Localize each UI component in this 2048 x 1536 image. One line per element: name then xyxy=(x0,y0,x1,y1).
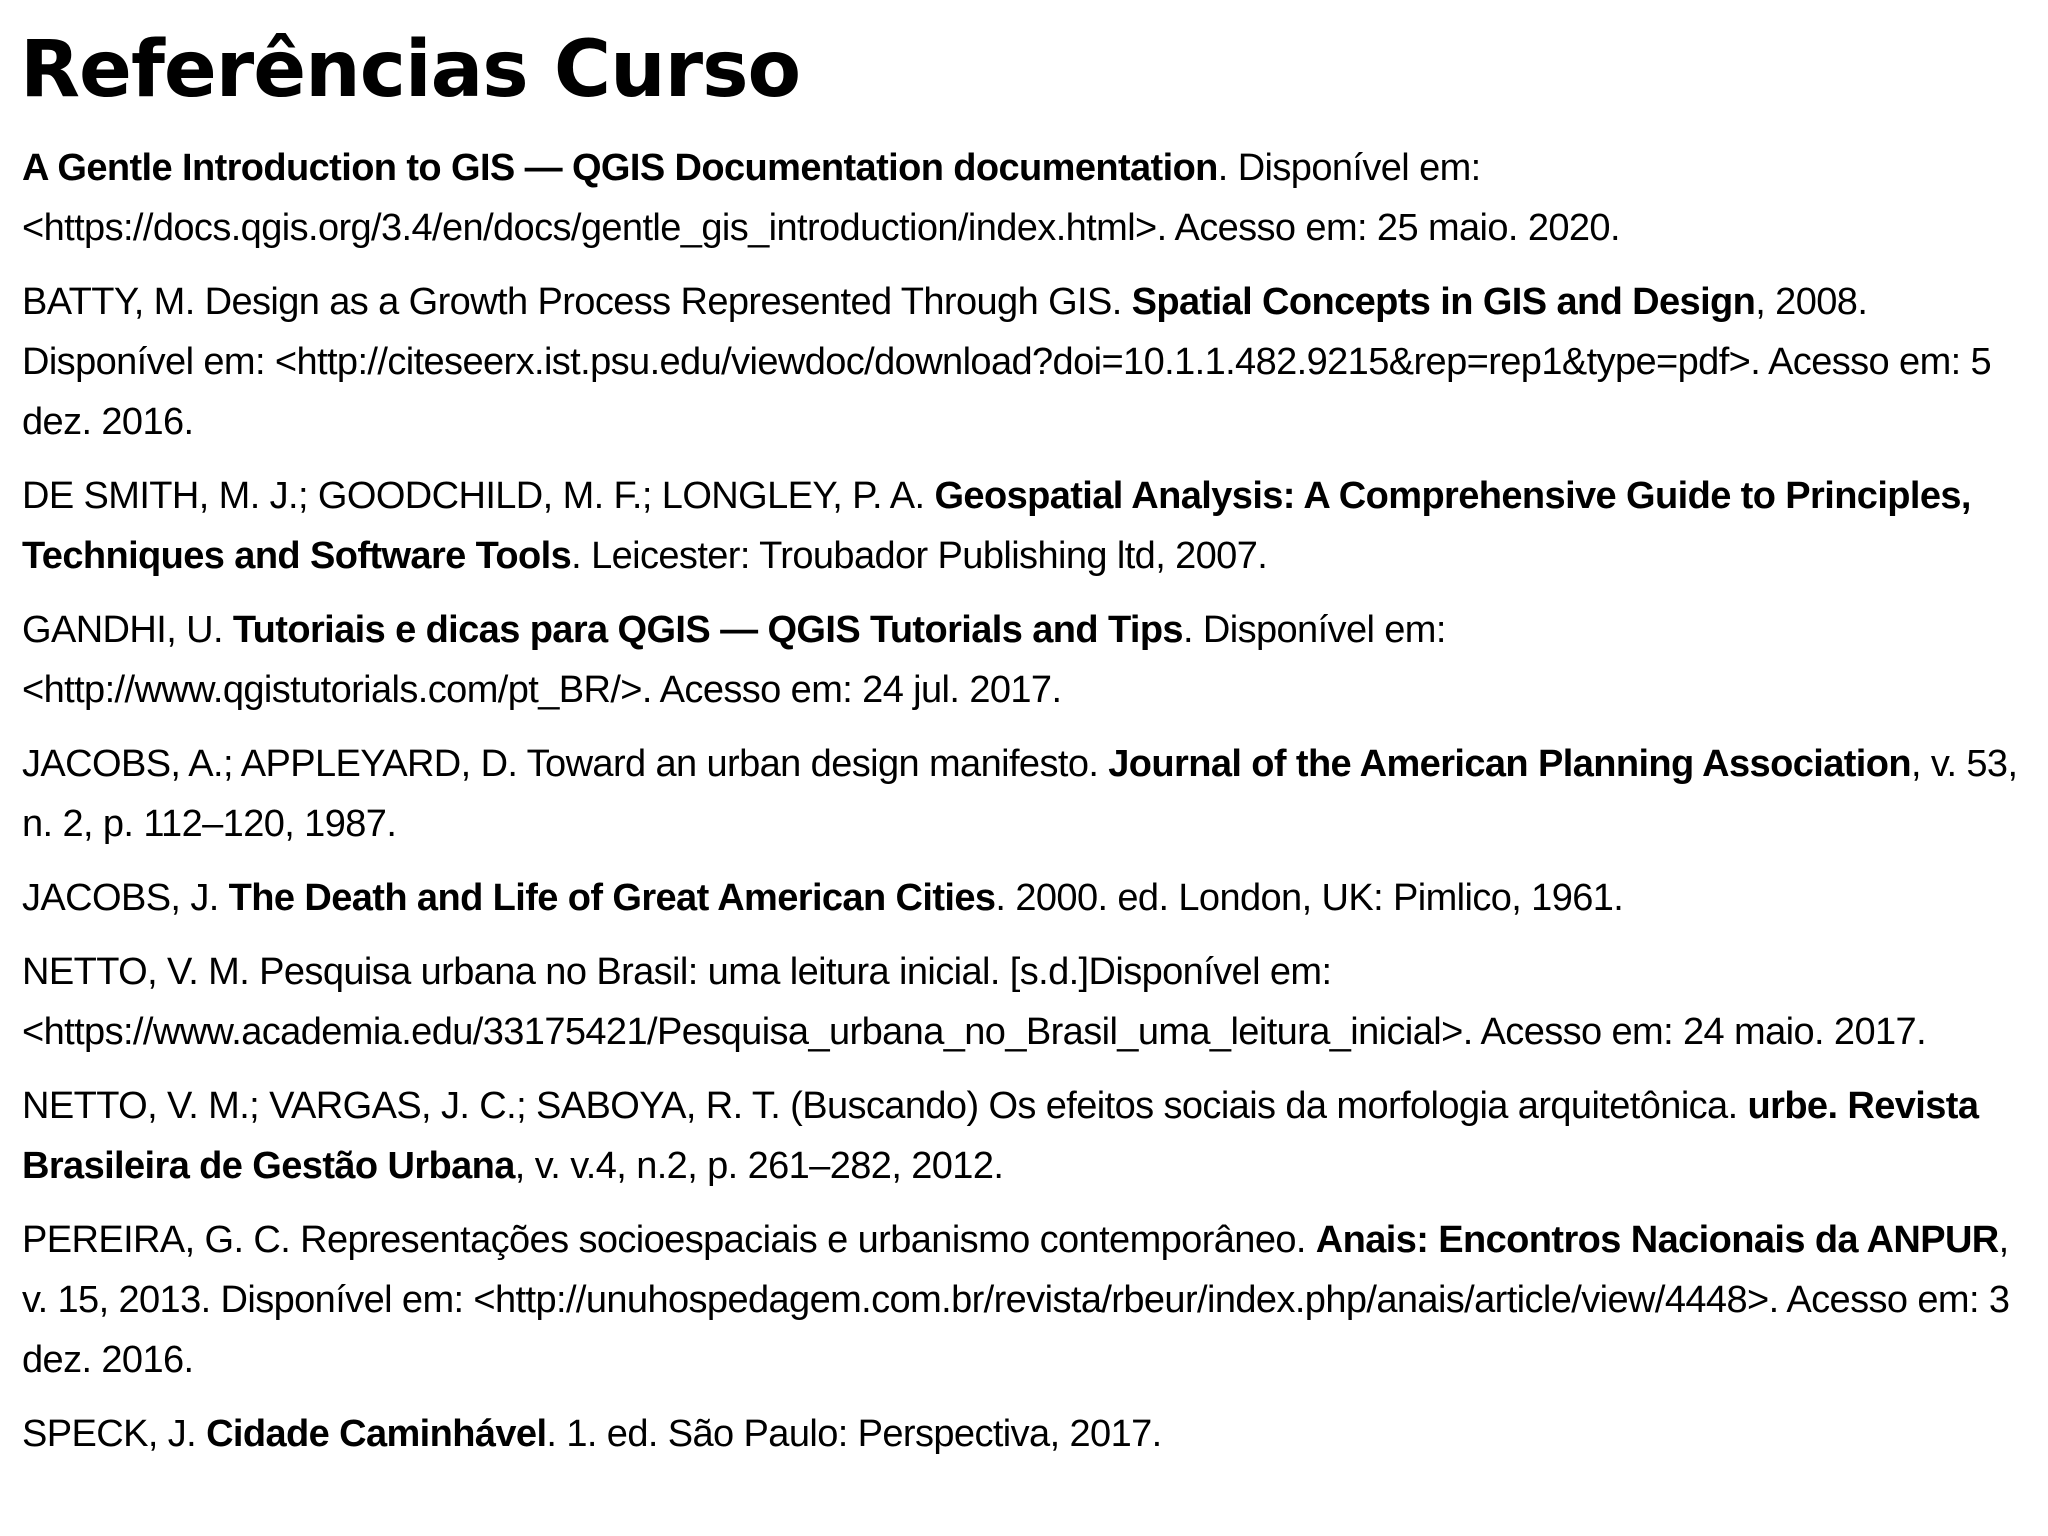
reference-item xyxy=(22,138,2032,258)
reference-item xyxy=(22,942,2032,1062)
reference-title: Tutoriais e dicas para QGIS — QGIS Tutorials and Tips xyxy=(232,609,1183,651)
reference-title: Anais: Encontros Nacionais da ANPUR xyxy=(1315,1219,1999,1261)
reference-details: , v. v.4, n.2, p. 261–282, 2012. xyxy=(514,1145,1004,1187)
reference-details: . Disponível em: <https://docs.qgis.org/3.4/en/docs/gentle_gis_introduction/index.html>. Acesso em: 25 maio. 2020. xyxy=(22,147,1620,249)
reference-title: Journal of the American Planning Association xyxy=(1108,743,1911,785)
reference-item xyxy=(22,868,2032,928)
reference-text: DE SMITH, M. J.; GOODCHILD, M. F.; LONGLEY, P. A. xyxy=(22,475,935,517)
reference-details: , v. 15, 2013. Disponível em: <http://unuhospedagem.com.br/revista/rbeur/index.php/anais/article/view/4448>. Acesso em: 3 dez. 2016. xyxy=(22,1219,2010,1381)
reference-details: , v. 53, n. 2, p. 112–120, 1987. xyxy=(22,743,2018,845)
reference-title: Geospatial Analysis: A Comprehensive Guide to Principles, Techniques and Software Tools xyxy=(22,475,1971,577)
reference-item xyxy=(22,1076,2032,1196)
reference-text: PEREIRA, G. C. Representações socioespaciais e urbanismo contemporâneo. xyxy=(22,1219,1316,1261)
reference-title: Spatial Concepts in GIS and Design xyxy=(1131,281,1756,323)
reference-text: JACOBS, A.; APPLEYARD, D. Toward an urban design manifesto. xyxy=(22,743,1109,785)
reference-item xyxy=(22,600,2032,720)
page-title: Referências Curso xyxy=(20,25,801,115)
reference-title: A Gentle Introduction to GIS — QGIS Documentation documentation xyxy=(22,147,1218,189)
reference-details: . 2000. ed. London, UK: Pimlico, 1961. xyxy=(995,877,1624,919)
reference-text: NETTO, V. M.; VARGAS, J. C.; SABOYA, R. T. (Buscando) Os efeitos sociais da morfologia arquitetônica. xyxy=(22,1085,1748,1127)
reference-text: BATTY, M. Design as a Growth Process Represented Through GIS. xyxy=(22,281,1132,323)
reference-item xyxy=(22,1404,2032,1464)
reference-text: SPECK, J. xyxy=(22,1413,207,1455)
reference-item xyxy=(22,466,2032,586)
reference-item xyxy=(22,272,2032,452)
reference-details: , 2008. Disponível em: <http://citeseerx.ist.psu.edu/viewdoc/download?doi=10.1.1.482.9215&rep=rep1&type=pdf>. Acesso em: 5 dez. 2016. xyxy=(22,281,1992,443)
reference-item xyxy=(22,1210,2032,1390)
reference-details: . 1. ed. São Paulo: Perspectiva, 2017. xyxy=(546,1413,1162,1455)
reference-item xyxy=(22,734,2032,854)
reference-title: urbe. Revista Brasileira de Gestão Urbana xyxy=(22,1085,1979,1187)
reference-title: The Death and Life of Great American Cities xyxy=(228,877,996,919)
reference-text: NETTO, V. M. Pesquisa urbana no Brasil: uma leitura inicial. [s.d.]Disponível em: <https://www.academia.edu/33175421/Pesquisa_urbana_no_Brasil_uma_leitura_inicial>. Acesso em: 24 maio. 2017. xyxy=(22,951,1927,1053)
reference-title: Cidade Caminhável xyxy=(206,1413,547,1455)
reference-details: . Leicester: Troubador Publishing ltd, 2007. xyxy=(571,535,1268,577)
reference-text: GANDHI, U. xyxy=(22,609,233,651)
reference-text: JACOBS, J. xyxy=(22,877,229,919)
reference-list xyxy=(22,138,2032,1478)
reference-details: . Disponível em: <http://www.qgistutorials.com/pt_BR/>. Acesso em: 24 jul. 2017. xyxy=(22,609,1446,711)
